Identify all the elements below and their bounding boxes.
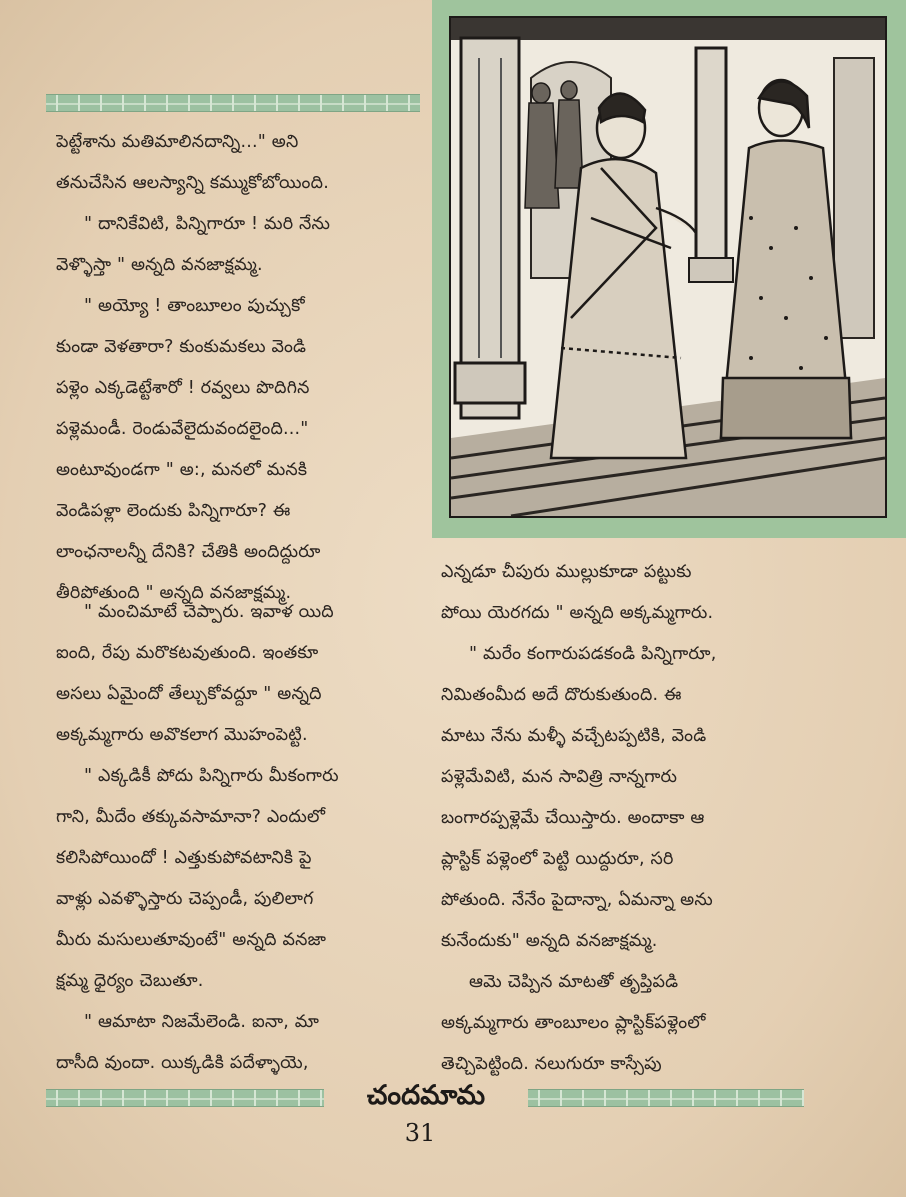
text-line: అక్కమ్మగారు తాంబూలం ప్లాస్టిక్‌పళ్లెంలో [441, 1013, 706, 1033]
text-line: కునేందుకు" అన్నది వనజాక్షమ్మ. [441, 931, 658, 951]
text-line: లాంఛనాలన్నీ దేనికి? చేతికి అందిద్దురూ [56, 542, 321, 562]
text-line: వెళ్ళొస్తా " అన్నది వనజాక్షమ్మ. [56, 255, 263, 275]
text-line: క్షమ్మ ధైర్యం చెబుతూ. [56, 971, 204, 991]
two-women-conversation-illustration [449, 16, 887, 518]
text-line: మాటు నేను మళ్ళీ వచ్చేటప్పటికి, వెండి [441, 726, 707, 746]
magazine-title: చందమామ [366, 1080, 486, 1111]
right-column-text [441, 552, 811, 1085]
decorative-star-border-top [46, 94, 420, 112]
decorative-star-border-footer-left [46, 1089, 324, 1107]
text-line: అక్కమ్మగారు అవొకలాగ మొహంపెట్టి. [56, 725, 308, 745]
text-line: తీరిపోతుంది " అన్నది వనజాక్షమ్మ. [56, 583, 292, 603]
text-line: " మంచిమాటే చెప్పారు. ఇవాళ యిది [84, 602, 334, 622]
text-line: " మరేం కంగారుపడకండి పిన్నిగారూ, [469, 644, 717, 664]
text-line: కలిసిపోయిందో ! ఎత్తుకుపోవటానికి పై [56, 848, 312, 868]
text-line: ఆమె చెప్పిన మాటతో తృప్తిపడి [469, 972, 679, 992]
text-line: నిమితంమీద అదే దొరుకుతుంది. ఈ [441, 685, 682, 705]
text-line: కుండా వెళతారా? కుంకుమకలు వెండి [56, 337, 307, 357]
text-line: తనుచేసిన ఆలస్యాన్ని కమ్ముకోబోయింది. [56, 173, 329, 193]
decorative-star-border-footer-right [528, 1089, 804, 1107]
text-line: పళ్లెమండీ. రెండువేలైదువందలైంది..." [56, 419, 309, 439]
text-line: గాని, మీదేం తక్కువసామానా? ఎందులో [56, 807, 326, 827]
text-line: దాసీది వుందా. యిక్కడికి పదేళ్ళాయె, [56, 1053, 309, 1073]
left-column-top-text [56, 122, 428, 614]
text-line: పళ్లెం ఎక్కడెట్టేశారో ! రవ్వలు పొదిగిన [56, 378, 310, 398]
text-line: ప్లాస్టిక్ పళ్లెంలో పెట్టి యిద్దురూ, సరి [441, 849, 674, 869]
text-line: వాళ్లు ఎవళ్ళొస్తారు చెప్పండీ, పులిలాగ [56, 889, 314, 909]
text-line: పోతుంది. నేనేం పైదాన్నా, ఏమన్నా అను [441, 890, 713, 910]
text-line: అసలు ఏమైందో తేల్చుకోవద్దూ " అన్నది [56, 684, 322, 704]
text-line: మీరు మసులుతూవుంటే" అన్నది వనజా [56, 930, 327, 950]
text-line: " ఆమాటా నిజమేలెండి. ఐనా, మా [84, 1012, 320, 1032]
text-line: " ఎక్కడికీ పోదు పిన్నిగారు మీకంగారు [84, 766, 339, 786]
text-line: పోయి యెరగదు " అన్నది అక్కమ్మగారు. [441, 603, 714, 623]
text-line: పెట్టేశాను మతిమాలినదాన్ని..." అని [56, 132, 299, 152]
text-line: వెండిపళ్లా లెందుకు పిన్నిగారూ? ఈ [56, 501, 291, 521]
text-line: అంటూవుండగా " అ:, మనలో మనకి [56, 460, 308, 480]
text-line: ఎన్నడూ చీపురు ముల్లుకూడా పట్టుకు [441, 562, 692, 582]
text-line: పళ్లెమేవిటి, మన సావిత్రి నాన్నగారు [441, 767, 678, 787]
text-line: తెచ్చిపెట్టింది. నలుగురూ కాస్సేపు [441, 1054, 662, 1074]
text-line: " అయ్యో ! తాంబూలం పుచ్చుకో [84, 296, 305, 316]
text-line: బంగారప్పళ్లెమే చేయిస్తారు. అందాకా ఆ [441, 808, 705, 828]
text-line: ఐంది, రేపు మరొకటవుతుంది. ఇంతకూ [56, 643, 319, 663]
left-column-bottom-text [56, 592, 428, 1084]
page-number: 31 [404, 1119, 436, 1147]
text-line: " దానికేవిటి, పిన్నిగారూ ! మరి నేను [84, 214, 331, 234]
